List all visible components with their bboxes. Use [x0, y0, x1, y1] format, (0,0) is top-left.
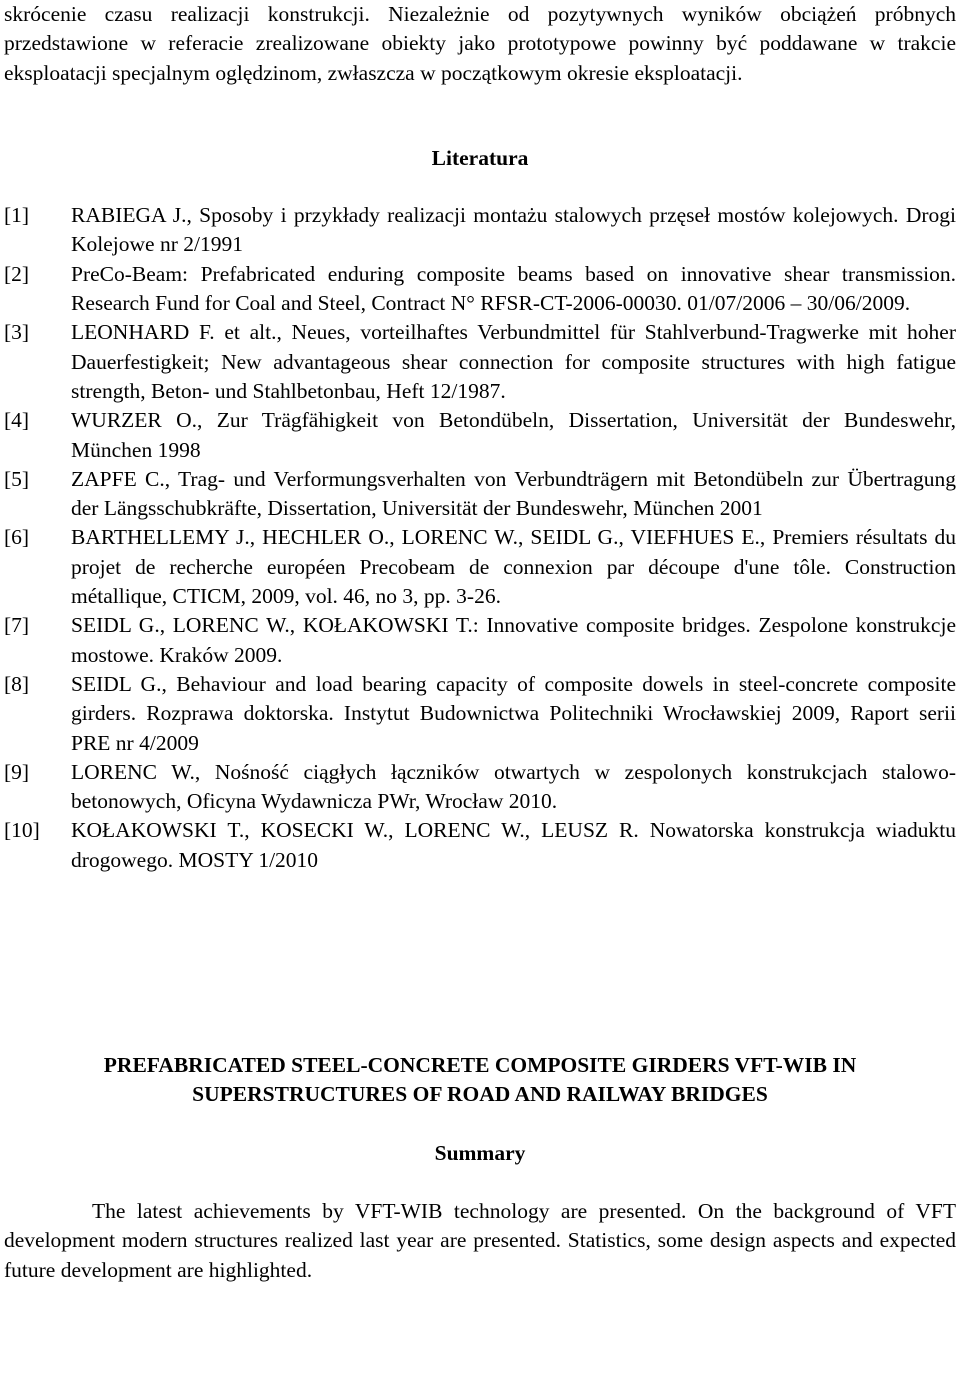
reference-number: [3]	[4, 320, 30, 345]
reference-text: LORENC W., Nośność ciągłych łączników otwartych w zespolonych konstrukcjach stalowo-betonowych, Oficyna Wydawnicza PWr, Wrocław 2010.	[71, 759, 956, 814]
reference-text: LEONHARD F. et alt., Neues, vorteilhaftes Verbundmittel für Stahlverbund-Tragwerke mit hoher Dauerfestigkeit; New advantageous shear connection for composite structures with high fatigue strength, Beton- und Stahlbetonbau, Heft 12/1987.	[71, 320, 956, 403]
reference-item	[4, 758, 956, 817]
reference-item	[4, 406, 956, 465]
reference-item	[4, 318, 956, 406]
intro-paragraph: skrócenie czasu realizacji konstrukcji. Niezależnie od pozytywnych wyników obciążeń próbnych przedstawione w referacie zrealizowane obiekty jako prototypowe powinny być poddawane w trakcie eksploatacji specjalnym oględzinom, zwłaszcza w początkowym okresie eksploatacji.	[4, 2, 956, 85]
reference-item	[4, 201, 956, 260]
reference-number: [7]	[4, 613, 30, 638]
reference-number: [6]	[4, 525, 30, 550]
reference-item	[4, 523, 956, 611]
reference-text: WURZER O., Zur Trägfähigkeit von Betondübeln, Dissertation, Universität der Bundeswehr, München 1998	[71, 408, 956, 462]
reference-number: [10]	[4, 818, 40, 843]
reference-text: SEIDL G., Behaviour and load bearing capacity of composite dowels in steel-concrete composite girders. Rozprawa doktorska. Instytut Budownictwa Politechniki Wrocławskiej 2009, Raport serii PRE nr 4/2009	[71, 671, 956, 755]
reference-item	[4, 260, 956, 319]
reference-text: KOŁAKOWSKI T., KOSECKI W., LORENC W., LEUSZ R. Nowatorska konstrukcja wiaduktu drogowego. MOSTY 1/2010	[71, 818, 956, 872]
english-title	[4, 1051, 956, 1110]
reference-number: [9]	[4, 759, 30, 784]
reference-item	[4, 465, 956, 524]
reference-text: RABIEGA J., Sposoby i przykłady realizacji montażu stalowych przęseł mostów kolejowych. Drogi Kolejowe nr 2/1991	[71, 203, 956, 257]
reference-number: [4]	[4, 408, 30, 433]
reference-item	[4, 816, 956, 875]
reference-text: PreCo-Beam: Prefabricated enduring composite beams based on innovative shear transmission. Research Fund for Coal and Steel, Contract N° RFSR-CT-2006-00030. 01/07/2006 – 30/06/2009.	[71, 261, 956, 316]
reference-text: ZAPFE C., Trag- und Verformungsverhalten von Verbundträgern mit Betondübeln zur Übertragung der Längsschubkräfte, Dissertation, Universität der Bundeswehr, München 2001	[71, 466, 956, 521]
english-title-line: SUPERSTRUCTURES OF ROAD AND RAILWAY BRIDGES	[192, 1082, 768, 1107]
reference-item	[4, 611, 956, 670]
literature-heading: Literatura	[431, 145, 529, 170]
summary-heading: Summary	[434, 1140, 526, 1165]
english-title-line: PREFABRICATED STEEL-CONCRETE COMPOSITE GIRDERS VFT-WIB IN	[103, 1053, 857, 1078]
reference-item	[4, 670, 956, 758]
reference-list	[4, 201, 956, 875]
document-page	[4, 0, 956, 1285]
reference-number: [1]	[4, 203, 30, 228]
reference-text: SEIDL G., LORENC W., KOŁAKOWSKI T.: Innovative composite bridges. Zespolone konstrukcje mostowe. Kraków 2009.	[71, 613, 956, 667]
reference-text: BARTHELLEMY J., HECHLER O., LORENC W., SEIDL G., VIEFHUES E., Premiers résultats du projet de recherche européen Precobeam de connexion par découpe d'une tôle. Construction métallique, CTICM, 2009, vol. 46, no 3, pp. 3-26.	[71, 525, 956, 609]
reference-number: [2]	[4, 261, 30, 286]
reference-number: [5]	[4, 466, 30, 491]
reference-number: [8]	[4, 671, 30, 696]
summary-paragraph: The latest achievements by VFT-WIB technology are presented. On the background of VFT development modern structures realized last year are presented. Statistics, some design aspects and expected future development are highlighted.	[4, 1198, 956, 1282]
